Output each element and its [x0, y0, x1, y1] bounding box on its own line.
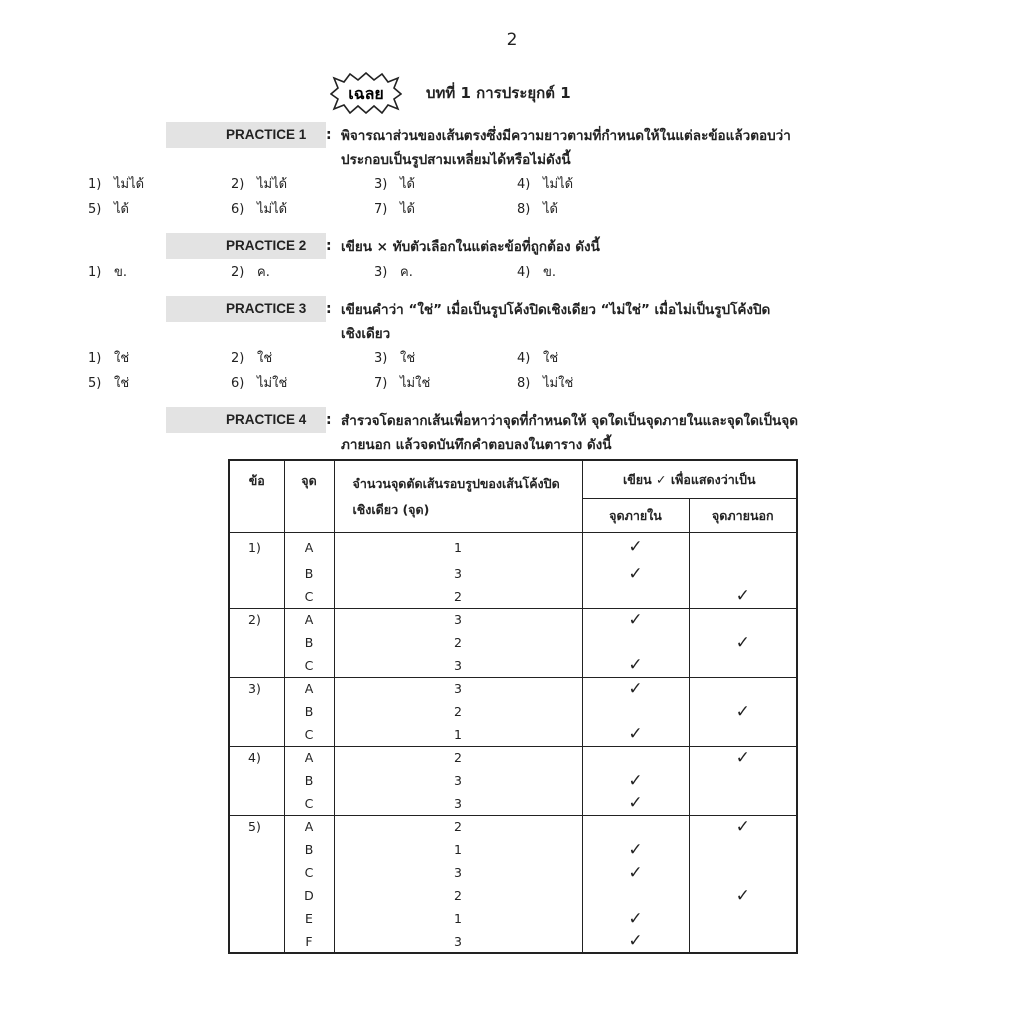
cell-inside	[582, 769, 689, 792]
practice-2-instruction: เขียน × ทับตัวเลือกในแต่ละข้อที่ถูกต้อง ดังนี้	[341, 239, 600, 255]
table-row	[229, 723, 797, 746]
cell-point: A	[284, 608, 334, 631]
answer-text: ข.	[543, 265, 557, 280]
table-row	[229, 907, 797, 930]
cell-outside	[689, 815, 797, 838]
cell-point: C	[284, 585, 334, 608]
cell-inside	[582, 700, 689, 723]
cell-outside	[689, 532, 797, 562]
table-row	[229, 585, 797, 608]
cell-inside	[582, 654, 689, 677]
cell-count: 1	[334, 532, 582, 562]
cell-point: D	[284, 884, 334, 907]
check-mark-icon: ✓	[628, 655, 643, 676]
header-mark-group: เขียน ✓ เพื่อแสดงว่าเป็น	[582, 460, 797, 498]
cell-point: C	[284, 861, 334, 884]
answer-item	[517, 347, 558, 368]
answer-number: 7)	[374, 202, 388, 217]
answer-text: ไม่ใช่	[543, 376, 574, 391]
header-item: ข้อ	[229, 460, 284, 532]
practice-1-answers-row-2	[88, 198, 648, 222]
cell-outside	[689, 700, 797, 723]
cell-item	[229, 585, 284, 608]
cell-outside	[689, 861, 797, 884]
cell-item	[229, 700, 284, 723]
answer-text: ไม่ได้	[257, 202, 288, 217]
cell-count: 2	[334, 815, 582, 838]
answer-item	[88, 173, 144, 194]
cell-outside	[689, 654, 797, 677]
table-row	[229, 769, 797, 792]
table-row	[229, 792, 797, 815]
answer-item	[231, 198, 287, 219]
cell-inside	[582, 532, 689, 562]
answer-number: 6)	[231, 202, 245, 217]
answer-item	[374, 261, 413, 282]
answer-badge-text: เฉลย	[348, 84, 384, 103]
cell-outside	[689, 838, 797, 861]
practice-3-answers-row-1	[88, 347, 648, 371]
practice-3-instruction: เขียนคำว่า “ใช่” เมื่อเป็นรูปโค้งปิดเชิงเดียว “ไม่ใช่” เมื่อไม่เป็นรูปโค้งปิดเชิงเดียว	[341, 302, 771, 342]
answer-text: ได้	[543, 202, 558, 217]
answer-number: 2)	[231, 177, 245, 192]
cell-count: 3	[334, 654, 582, 677]
check-mark-icon: ✓	[628, 609, 643, 630]
cell-count: 3	[334, 677, 582, 700]
practice-4-label: PRACTICE 4	[166, 407, 326, 433]
check-mark-icon: ✓	[628, 678, 643, 699]
answer-item	[374, 347, 415, 368]
answer-item	[88, 372, 129, 393]
cell-inside	[582, 907, 689, 930]
check-mark-icon: ✓	[735, 816, 750, 837]
intersection-answer-table	[228, 459, 798, 954]
cell-count: 1	[334, 838, 582, 861]
answer-item	[374, 372, 430, 393]
answer-text: ใช่	[400, 351, 416, 366]
cell-inside	[582, 608, 689, 631]
check-mark-icon: ✓	[628, 931, 643, 951]
answer-badge-burst-icon	[330, 72, 402, 114]
check-mark-icon: ✓	[628, 908, 643, 929]
cell-inside	[582, 792, 689, 815]
answer-number: 3)	[374, 177, 388, 192]
table-row	[229, 631, 797, 654]
cell-count: 3	[334, 861, 582, 884]
answer-number: 5)	[88, 376, 102, 391]
cell-inside	[582, 815, 689, 838]
answer-number: 4)	[517, 351, 531, 366]
table-row	[229, 608, 797, 631]
cell-outside	[689, 608, 797, 631]
cell-inside	[582, 677, 689, 700]
answer-number: 1)	[88, 177, 102, 192]
cell-point: F	[284, 930, 334, 953]
cell-item	[229, 884, 284, 907]
answer-item	[231, 261, 270, 282]
practice-1-instruction: พิจารณาส่วนของเส้นตรงซึ่งมีความยาวตามที่กำหนดให้ในแต่ละข้อแล้วตอบว่าประกอบเป็นรูปสามเหลี่ยมได้หรือไม่ดังนี้	[341, 128, 791, 168]
cell-count: 3	[334, 562, 582, 585]
cell-point: B	[284, 631, 334, 654]
page-number: 2	[506, 30, 518, 50]
header-inside: จุดภายใน	[582, 498, 689, 532]
table-row	[229, 654, 797, 677]
answer-number: 3)	[374, 265, 388, 280]
cell-inside	[582, 585, 689, 608]
answer-item	[88, 198, 129, 219]
cell-point: B	[284, 700, 334, 723]
answer-text: ข.	[114, 265, 128, 280]
cell-count: 3	[334, 769, 582, 792]
answer-text: ได้	[114, 202, 129, 217]
check-mark-icon: ✓	[628, 793, 643, 814]
table-row	[229, 677, 797, 700]
practice-4-instruction: สำรวจโดยลากเส้นเพื่อหาว่าจุดที่กำหนดให้ จุดใดเป็นจุดภายในและจุดใดเป็นจุดภายนอก แล้วจดบันทึกคำตอบลงในตาราง ดังนี้	[341, 413, 798, 453]
table-row	[229, 815, 797, 838]
practice-3-answers-row-2	[88, 372, 648, 396]
practice-4-colon: :	[326, 412, 332, 428]
check-mark-icon: ✓	[628, 563, 643, 584]
answer-header	[330, 72, 571, 114]
cell-outside	[689, 562, 797, 585]
answer-number: 1)	[88, 265, 102, 280]
answer-number: 4)	[517, 177, 531, 192]
cell-count: 2	[334, 746, 582, 769]
practice-2-colon: :	[326, 238, 332, 254]
cell-point: C	[284, 723, 334, 746]
cell-outside	[689, 884, 797, 907]
answer-text: ไม่ได้	[114, 177, 145, 192]
chapter-title: บทที่ 1 การประยุกต์ 1	[426, 84, 571, 102]
cell-item	[229, 654, 284, 677]
cell-point: B	[284, 838, 334, 861]
check-mark-icon: ✓	[628, 537, 643, 558]
practice-1-colon: :	[326, 127, 332, 143]
cell-point: C	[284, 792, 334, 815]
answer-text: ใช่	[114, 351, 130, 366]
check-mark-icon: ✓	[735, 586, 750, 607]
practice-3-label: PRACTICE 3	[166, 296, 326, 322]
table-row	[229, 838, 797, 861]
answer-text: ใช่	[543, 351, 559, 366]
cell-count: 3	[334, 930, 582, 953]
answer-number: 8)	[517, 376, 531, 391]
cell-count: 2	[334, 700, 582, 723]
header-point: จุด	[284, 460, 334, 532]
cell-count: 2	[334, 884, 582, 907]
answer-text: ได้	[400, 177, 415, 192]
cell-outside	[689, 930, 797, 953]
cell-inside	[582, 930, 689, 953]
answer-item	[517, 198, 558, 219]
cell-item	[229, 562, 284, 585]
cell-item	[229, 861, 284, 884]
cell-item	[229, 792, 284, 815]
answer-text: ไม่ใช่	[400, 376, 431, 391]
answer-number: 6)	[231, 376, 245, 391]
cell-count: 2	[334, 631, 582, 654]
cell-inside	[582, 746, 689, 769]
table-row	[229, 700, 797, 723]
answer-item	[517, 173, 573, 194]
answer-number: 2)	[231, 351, 245, 366]
cell-outside	[689, 677, 797, 700]
header-outside: จุดภายนอก	[689, 498, 797, 532]
cell-outside	[689, 907, 797, 930]
cell-inside	[582, 562, 689, 585]
answer-text: ไม่ใช่	[257, 376, 288, 391]
cell-point: B	[284, 562, 334, 585]
cell-inside	[582, 861, 689, 884]
cell-outside	[689, 631, 797, 654]
cell-point: A	[284, 532, 334, 562]
answer-number: 2)	[231, 265, 245, 280]
check-mark-icon: ✓	[735, 885, 750, 906]
answer-text: ไม่ได้	[543, 177, 574, 192]
cell-item: 5)	[229, 815, 284, 838]
check-mark-icon: ✓	[735, 747, 750, 768]
answer-text: ค.	[400, 265, 413, 280]
answer-item	[231, 347, 272, 368]
answer-text: ใช่	[114, 376, 130, 391]
table-row	[229, 884, 797, 907]
practice-2-answers-row	[88, 261, 648, 285]
answer-item	[374, 198, 415, 219]
table-row	[229, 861, 797, 884]
cell-outside	[689, 746, 797, 769]
check-mark-icon: ✓	[628, 839, 643, 860]
cell-outside	[689, 792, 797, 815]
answer-item	[88, 347, 129, 368]
check-mark-icon: ✓	[735, 632, 750, 653]
cell-count: 3	[334, 608, 582, 631]
answer-item	[88, 261, 127, 282]
check-mark-icon: ✓	[628, 862, 643, 883]
cell-point: E	[284, 907, 334, 930]
practice-1-answers-row-1	[88, 173, 648, 197]
cell-inside	[582, 723, 689, 746]
answer-text: ค.	[257, 265, 270, 280]
answer-number: 5)	[88, 202, 102, 217]
practice-2-label: PRACTICE 2	[166, 233, 326, 259]
answer-item	[231, 173, 287, 194]
cell-inside	[582, 884, 689, 907]
cell-count: 1	[334, 907, 582, 930]
answer-item	[374, 173, 415, 194]
cell-count: 1	[334, 723, 582, 746]
cell-outside	[689, 585, 797, 608]
cell-count: 3	[334, 792, 582, 815]
cell-item	[229, 838, 284, 861]
answer-number: 4)	[517, 265, 531, 280]
cell-point: C	[284, 654, 334, 677]
answer-item	[517, 261, 556, 282]
cell-item	[229, 930, 284, 953]
header-count: จำนวนจุดตัดเส้นรอบรูปของเส้นโค้งปิดเชิงเดียว (จุด)	[334, 460, 582, 532]
check-mark-icon: ✓	[628, 724, 643, 745]
cell-item: 3)	[229, 677, 284, 700]
answer-item	[517, 372, 573, 393]
cell-item	[229, 907, 284, 930]
cell-inside	[582, 631, 689, 654]
practice-1-label: PRACTICE 1	[166, 122, 326, 148]
answer-item	[231, 372, 287, 393]
cell-item	[229, 723, 284, 746]
table-row	[229, 532, 797, 562]
practice-3-colon: :	[326, 301, 332, 317]
answer-text: ใช่	[257, 351, 273, 366]
cell-point: B	[284, 769, 334, 792]
answer-text: ได้	[400, 202, 415, 217]
table-row	[229, 562, 797, 585]
cell-item: 4)	[229, 746, 284, 769]
cell-outside	[689, 769, 797, 792]
cell-point: A	[284, 746, 334, 769]
cell-point: A	[284, 677, 334, 700]
check-mark-icon: ✓	[628, 770, 643, 791]
answer-text: ไม่ได้	[257, 177, 288, 192]
cell-inside	[582, 838, 689, 861]
check-mark-icon: ✓	[735, 701, 750, 722]
cell-outside	[689, 723, 797, 746]
cell-item	[229, 769, 284, 792]
table-body	[229, 532, 797, 953]
answer-number: 1)	[88, 351, 102, 366]
answer-number: 7)	[374, 376, 388, 391]
cell-item: 1)	[229, 532, 284, 562]
answer-number: 3)	[374, 351, 388, 366]
answer-number: 8)	[517, 202, 531, 217]
cell-item: 2)	[229, 608, 284, 631]
table-row	[229, 746, 797, 769]
cell-point: A	[284, 815, 334, 838]
cell-item	[229, 631, 284, 654]
table-row	[229, 930, 797, 953]
cell-count: 2	[334, 585, 582, 608]
